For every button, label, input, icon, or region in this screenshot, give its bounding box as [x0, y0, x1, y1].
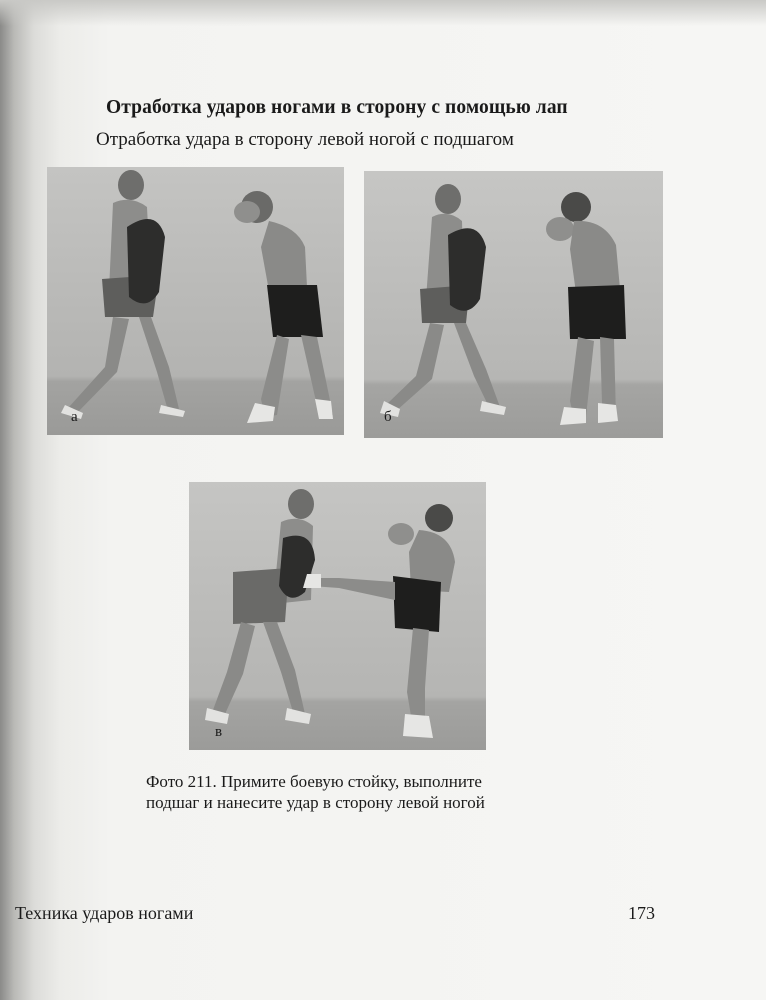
photo-a-image	[47, 167, 344, 435]
section-subheading: Отработка удара в сторону левой ногой с подшагом	[96, 129, 514, 150]
photo-b-label: б	[384, 409, 392, 425]
photo-c	[189, 482, 486, 750]
photo-a	[47, 167, 344, 435]
photo-caption	[146, 771, 586, 813]
photo-b	[364, 171, 663, 438]
photo-b-image	[364, 171, 663, 438]
photo-c-label: в	[215, 724, 223, 740]
page-number: 173	[628, 903, 655, 923]
caption-line-1: Фото 211. Примите боевую стойку, выполните	[146, 772, 482, 791]
photo-a-label: а	[71, 409, 78, 425]
photo-c-image	[189, 482, 486, 750]
running-footer-title: Техника ударов ногами	[15, 903, 194, 923]
section-heading: Отработка ударов ногами в сторону с помощью лап	[106, 97, 568, 118]
caption-line-2: подшаг и нанесите удар в сторону левой ногой	[146, 793, 485, 812]
scan-shadow	[0, 0, 766, 26]
